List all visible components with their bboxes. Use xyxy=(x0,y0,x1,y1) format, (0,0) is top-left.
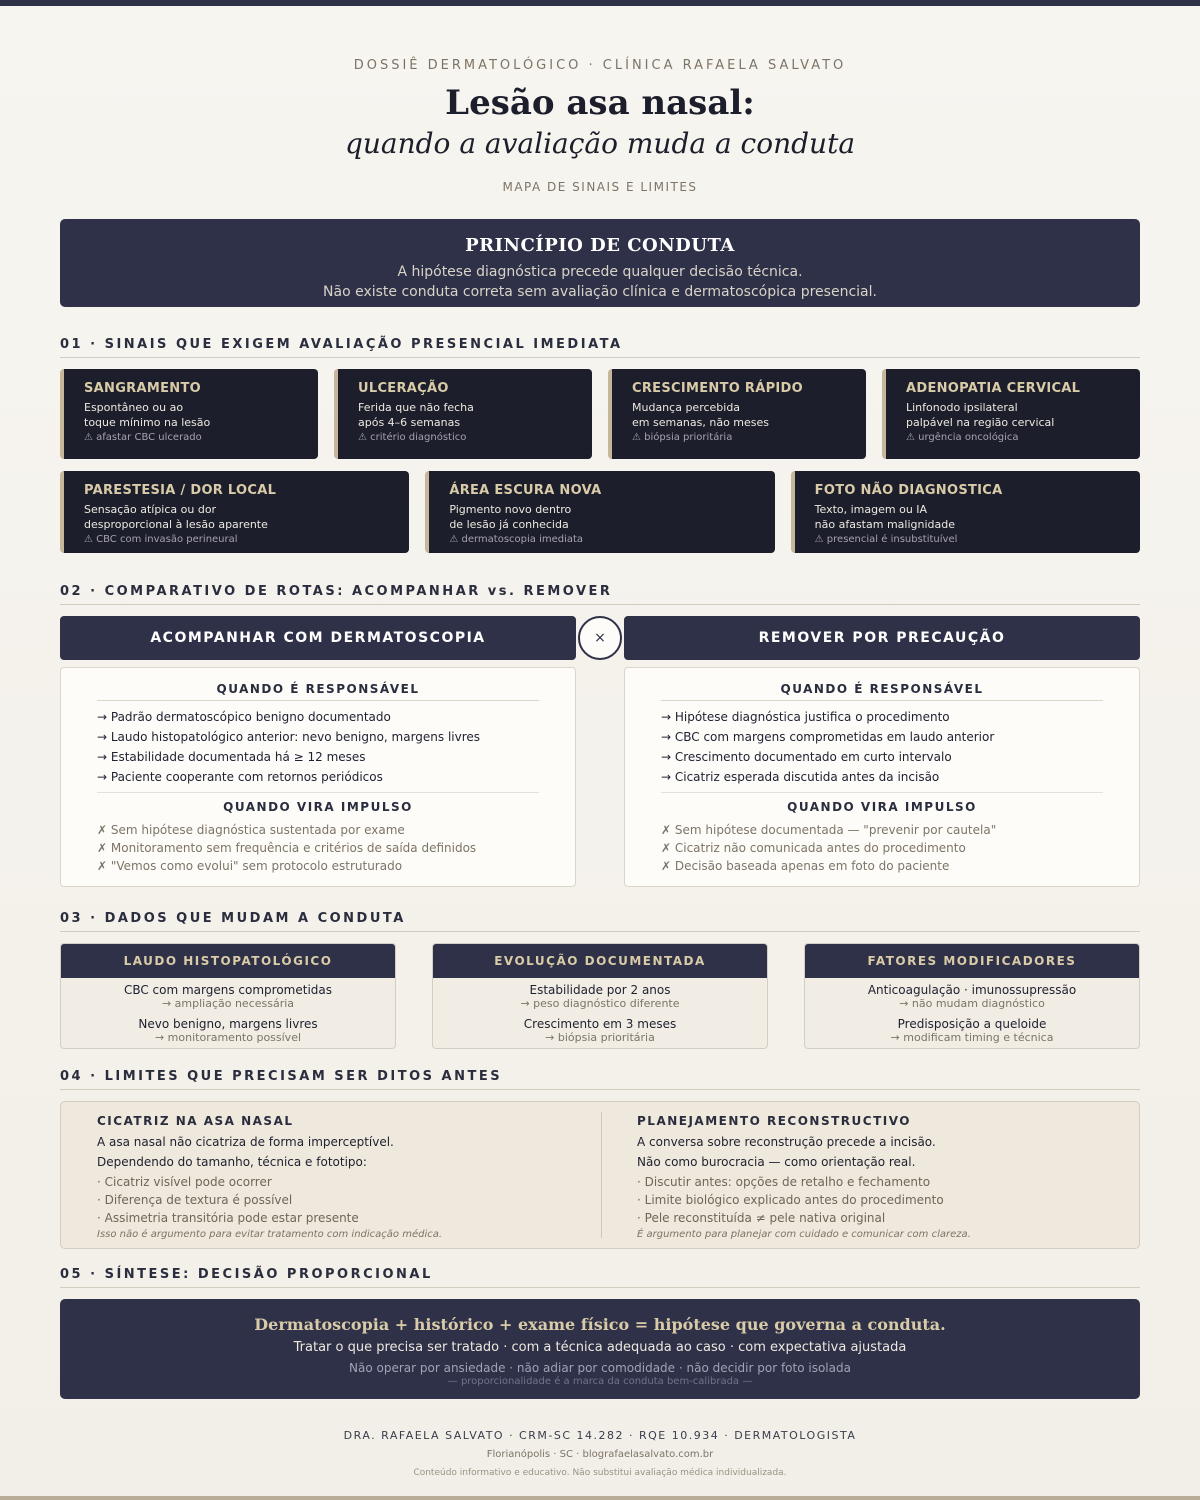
footer xyxy=(60,1429,1140,1478)
route-remove-header: REMOVER POR PRECAUÇÃO xyxy=(624,616,1140,660)
limit-note: É argumento para planejar com cuidado e comunicar com clareza. xyxy=(637,1229,971,1240)
impulse-list xyxy=(97,821,539,875)
limit-scar xyxy=(97,1114,567,1240)
sign-card-photo xyxy=(791,471,1140,553)
list-item: → Cicatriz esperada discutida antes da incisão xyxy=(661,770,940,784)
limit-note: Isso não é argumento para evitar tratamento com indicação médica. xyxy=(97,1229,443,1240)
list-item: → CBC com margens comprometidas em laudo anterior xyxy=(661,730,995,744)
bottom-accent-bar xyxy=(0,1496,1200,1500)
principle-title: PRINCÍPIO DE CONDUTA xyxy=(465,235,735,256)
warning-signs-row-2 xyxy=(60,471,1140,553)
versus-badge: × xyxy=(578,616,622,660)
data-card-header: EVOLUÇÃO DOCUMENTADA xyxy=(433,944,767,978)
sign-card-rapid-growth xyxy=(608,369,866,459)
list-item: → Laudo histopatológico anterior: nevo benigno, margens livres xyxy=(97,730,481,744)
sign-title: SANGRAMENTO xyxy=(84,381,201,396)
limits-panel xyxy=(60,1101,1140,1249)
impulse-heading: QUANDO VIRA IMPULSO xyxy=(661,792,1103,818)
sign-description: Mudança percebida em semanas, não meses xyxy=(632,401,770,429)
limit-text: A conversa sobre reconstrução precede a incisão. xyxy=(637,1135,936,1149)
sign-title: ULCERAÇÃO xyxy=(358,381,449,396)
sign-title: PARESTESIA / DOR LOCAL xyxy=(84,483,277,498)
principle-banner xyxy=(60,219,1140,307)
section-3-title: 03 · DADOS QUE MUDAM A CONDUTA xyxy=(60,911,1140,932)
list-item: ✗ Monitoramento sem frequência e critérios de saída definidos xyxy=(97,841,477,855)
list-item: · Cicatriz visível pode ocorrer xyxy=(97,1175,272,1189)
limit-list xyxy=(97,1173,567,1227)
list-item: ✗ Cicatriz não comunicada antes do procedimento xyxy=(661,841,966,855)
route-comparison xyxy=(60,616,1140,888)
sign-description: Texto, imagem ou IA não afastam malignidade xyxy=(814,503,955,531)
sign-note: ⚠ urgência oncológica xyxy=(906,432,1019,443)
route-remove xyxy=(624,616,1140,887)
warning-signs-row-1 xyxy=(60,369,1140,459)
sign-description: Pigmento novo dentro de lesão já conhecida xyxy=(449,503,572,531)
page-title: Lesão asa nasal: xyxy=(445,83,755,123)
header-kicker: DOSSIÊ DERMATOLÓGICO · CLÍNICA RAFAELA SALVATO xyxy=(353,58,847,73)
data-cards xyxy=(60,943,1140,1049)
synthesis-banner xyxy=(60,1299,1140,1399)
limits-divider xyxy=(601,1112,602,1238)
list-item: ✗ Sem hipótese documentada — "prevenir por cautela" xyxy=(661,823,997,837)
route-monitor-header: ACOMPANHAR COM DERMATOSCOPIA xyxy=(60,616,576,660)
data-value: Anticoagulação · imunossupressão xyxy=(867,983,1077,997)
principle-line-1: A hipótese diagnóstica precede qualquer decisão técnica. xyxy=(397,264,803,280)
limit-text: Não como burocracia — como orientação real. xyxy=(637,1155,916,1169)
sign-card-ulceration xyxy=(334,369,592,459)
list-item: · Diferença de textura é possível xyxy=(97,1193,293,1207)
responsible-list xyxy=(97,707,539,787)
principle-line-2: Não existe conduta correta sem avaliação clínica e dermatoscópica presencial. xyxy=(323,284,877,300)
list-item: · Pele reconstituída ≠ pele nativa original xyxy=(637,1211,886,1225)
sign-description: Ferida que não fecha após 4–6 semanas xyxy=(358,401,474,429)
limit-planning xyxy=(637,1114,1107,1240)
sign-title: FOTO NÃO DIAGNOSTICA xyxy=(814,483,1003,498)
route-monitor-body xyxy=(60,667,576,887)
limit-list xyxy=(637,1173,1107,1227)
data-note: → peso diagnóstico diferente xyxy=(520,997,680,1010)
limit-title: PLANEJAMENTO RECONSTRUCTIVO xyxy=(637,1114,912,1128)
sign-note: ⚠ afastar CBC ulcerado xyxy=(84,432,202,443)
footer-disclaimer: Conteúdo informativo e educativo. Não substitui avaliação médica individualizada. xyxy=(413,1468,787,1478)
map-label: MAPA DE SINAIS E LIMITES xyxy=(502,180,698,194)
sign-note: ⚠ biópsia prioritária xyxy=(632,432,733,443)
limit-title: CICATRIZ NA ASA NASAL xyxy=(97,1114,294,1128)
responsible-list xyxy=(661,707,1103,787)
route-remove-body xyxy=(624,667,1140,887)
data-note: → não mudam diagnóstico xyxy=(899,997,1045,1010)
section-2-title: 02 · COMPARATIVO DE ROTAS: ACOMPANHAR vs. REMOVER xyxy=(60,584,1140,605)
list-item: ✗ "Vemos como evolui" sem protocolo estruturado xyxy=(97,859,403,873)
header xyxy=(60,58,1140,194)
data-value: Nevo benigno, margens livres xyxy=(138,1017,318,1031)
data-card-header: LAUDO HISTOPATOLÓGICO xyxy=(61,944,395,978)
section-1-title: 01 · SINAIS QUE EXIGEM AVALIAÇÃO PRESENCIAL IMEDIATA xyxy=(60,337,1140,358)
synthesis-line-4: — proporcionalidade é a marca da conduta bem-calibrada — xyxy=(447,1376,753,1387)
responsible-heading: QUANDO É RESPONSÁVEL xyxy=(97,682,539,701)
sign-note: ⚠ presencial é insubstituível xyxy=(814,534,958,545)
responsible-heading: QUANDO É RESPONSÁVEL xyxy=(661,682,1103,701)
sign-card-adenopathy xyxy=(882,369,1140,459)
impulse-list xyxy=(661,821,1103,875)
section-4-title: 04 · LIMITES QUE PRECISAM SER DITOS ANTES xyxy=(60,1069,1140,1090)
data-value: CBC com margens comprometidas xyxy=(123,983,333,997)
page-subtitle: quando a avaliação muda a conduta xyxy=(344,127,856,160)
list-item: → Estabilidade documentada há ≥ 12 meses xyxy=(97,750,366,764)
list-item: ✗ Decisão baseada apenas em foto do paciente xyxy=(661,859,950,873)
sign-description: Linfonodo ipsilateral palpável na região cervical xyxy=(906,401,1055,429)
list-item: · Discutir antes: opções de retalho e fechamento xyxy=(637,1175,931,1189)
sign-description: Sensação atípica ou dor desproporcional à lesão aparente xyxy=(84,503,268,531)
limit-text: A asa nasal não cicatriza de forma imperceptível. xyxy=(97,1135,394,1149)
sign-title: ÁREA ESCURA NOVA xyxy=(449,483,602,498)
footer-credentials: DRA. RAFAELA SALVATO · CRM-SC 14.282 · RQE 10.934 · DERMATOLOGISTA xyxy=(343,1429,857,1442)
data-note: → monitoramento possível xyxy=(154,1031,302,1044)
sign-note: ⚠ CBC com invasão perineural xyxy=(84,534,238,545)
sign-title: CRESCIMENTO RÁPIDO xyxy=(632,381,803,396)
list-item: ✗ Sem hipótese diagnóstica sustentada por exame xyxy=(97,823,405,837)
data-note: → modificam timing e técnica xyxy=(890,1031,1054,1044)
data-card-histopathology xyxy=(60,943,396,1049)
impulse-heading: QUANDO VIRA IMPULSO xyxy=(97,792,539,818)
sign-card-bleeding xyxy=(60,369,318,459)
list-item: → Padrão dermatoscópico benigno documentado xyxy=(97,710,391,724)
data-value: Estabilidade por 2 anos xyxy=(529,983,671,997)
list-item: → Paciente cooperante com retornos periódicos xyxy=(97,770,383,784)
synthesis-formula: Dermatoscopia + histórico + exame físico = hipótese que governa a conduta. xyxy=(254,1315,946,1334)
data-value: Crescimento em 3 meses xyxy=(523,1017,677,1031)
data-note: → biópsia prioritária xyxy=(545,1031,655,1044)
data-value: Predisposição a queloide xyxy=(897,1017,1047,1031)
list-item: → Crescimento documentado em curto intervalo xyxy=(661,750,952,764)
data-card-evolution xyxy=(432,943,768,1049)
data-card-header: FATORES MODIFICADORES xyxy=(805,944,1139,978)
sign-title: ADENOPATIA CERVICAL xyxy=(906,381,1081,396)
synthesis-line-3: Não operar por ansiedade · não adiar por comodidade · não decidir por foto isolada xyxy=(349,1361,851,1375)
section-5-title: 05 · SÍNTESE: DECISÃO PROPORCIONAL xyxy=(60,1267,1140,1288)
sign-note: ⚠ critério diagnóstico xyxy=(358,432,467,443)
data-card-modifiers xyxy=(804,943,1140,1049)
page-content xyxy=(60,0,1140,1478)
synthesis-line-2: Tratar o que precisa ser tratado · com a técnica adequada ao caso · com expectativa ajustada xyxy=(293,1340,907,1355)
sign-card-dark-area xyxy=(425,471,774,553)
data-note: → ampliação necessária xyxy=(161,997,295,1010)
sign-note: ⚠ dermatoscopia imediata xyxy=(449,534,584,545)
list-item: → Hipótese diagnóstica justifica o procedimento xyxy=(661,710,950,724)
list-item: · Assimetria transitória pode estar presente xyxy=(97,1211,359,1225)
sign-card-paresthesia xyxy=(60,471,409,553)
limit-text: Dependendo do tamanho, técnica e fototipo: xyxy=(97,1155,367,1169)
footer-location-link[interactable]: Florianópolis · SC · blografaelasalvato.com.br xyxy=(486,1449,714,1460)
sign-description: Espontâneo ou ao toque mínimo na lesão xyxy=(84,401,211,429)
list-item: · Limite biológico explicado antes do procedimento xyxy=(637,1193,944,1207)
route-monitor xyxy=(60,616,576,887)
